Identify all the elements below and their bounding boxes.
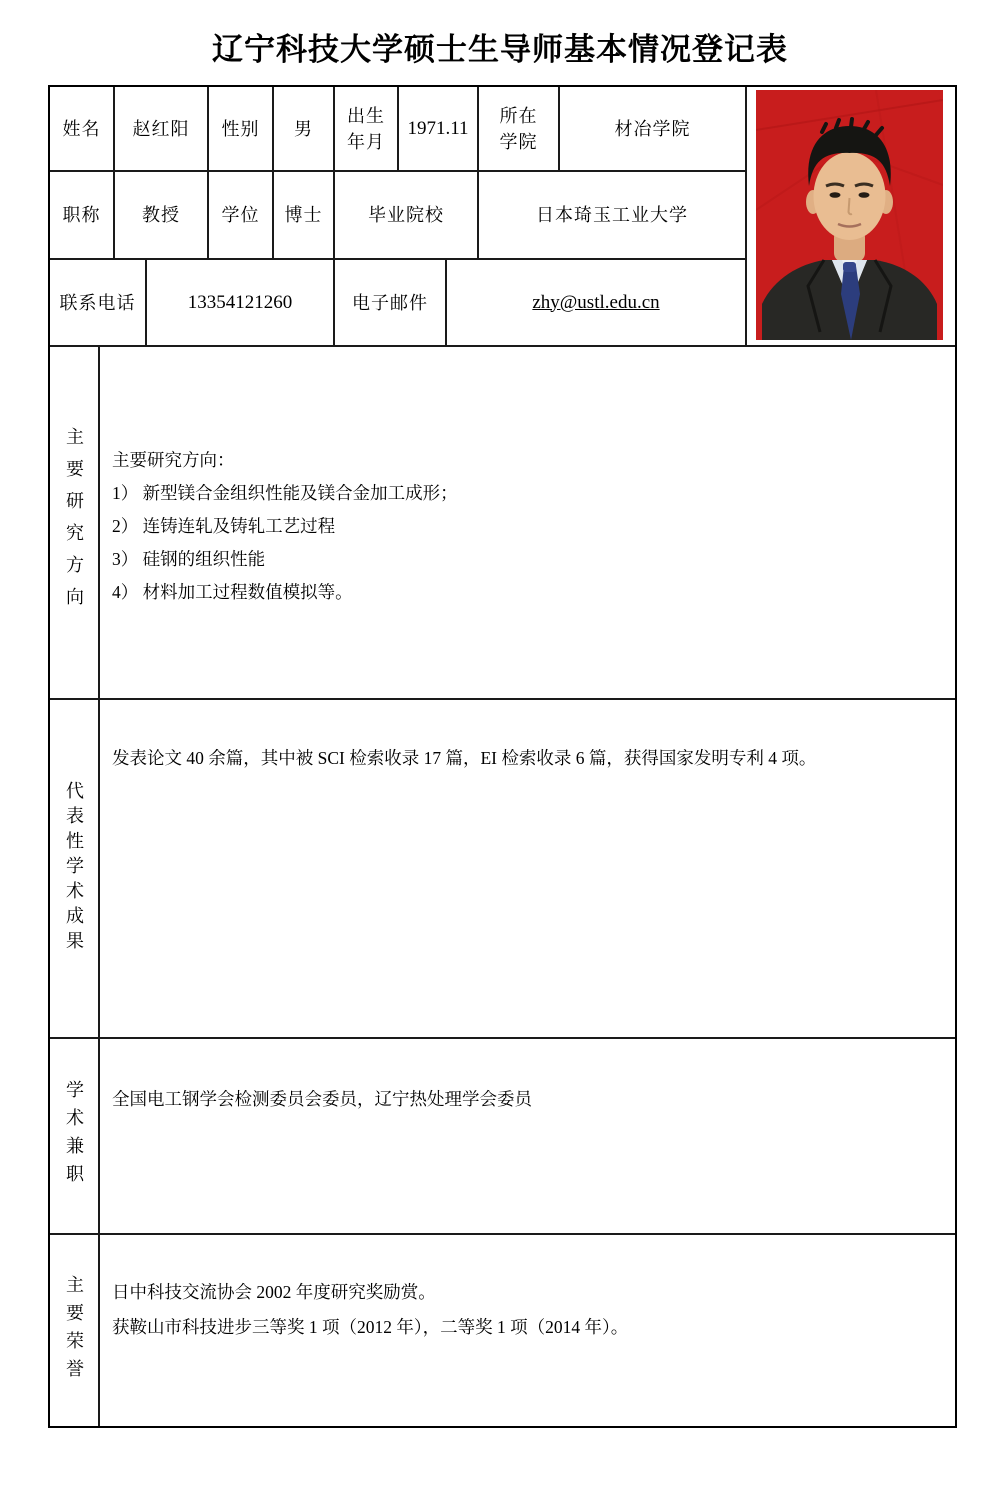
registration-form-table (48, 85, 957, 1428)
birth-label: 出生年月 (335, 87, 399, 170)
content-line: 主要研究方向： (112, 450, 235, 470)
degree-value: 博士 (274, 172, 335, 258)
degree-label: 学位 (209, 172, 274, 258)
email-link[interactable]: zhy@ustl.edu.cn (532, 291, 660, 313)
content-line: 日中科技交流协会 2002 年度研究奖励赏。 (112, 1282, 436, 1302)
section-research-directions (50, 347, 955, 700)
name-value: 赵红阳 (115, 87, 209, 170)
page-title: 辽宁科技大学硕士生导师基本情况登记表 (212, 32, 788, 67)
gender-value: 男 (274, 87, 335, 170)
basic-info-rows (50, 87, 745, 345)
research-directions-label: 主要研究方向 (50, 347, 100, 698)
name-label: 姓名 (50, 87, 115, 170)
phone-value: 13354121260 (147, 260, 335, 345)
section-academic-posts (50, 1039, 955, 1235)
content-line: 2） 连铸连轧及铸轧工艺过程 (112, 516, 336, 536)
job-title-value: 教授 (115, 172, 209, 258)
college-value: 材冶学院 (614, 118, 691, 139)
section-academic-achievements (50, 700, 955, 1039)
content-line: 4） 材料加工过程数值模拟等。 (112, 582, 353, 602)
academic-posts-content (100, 1039, 955, 1233)
table-row (50, 172, 745, 260)
academic-posts-label: 学术兼职 (50, 1039, 100, 1233)
supervisor-photo (756, 90, 943, 340)
content-line: 获鞍山市科技进步三等奖 1 项（2012 年），二等奖 1 项（2014 年）。 (112, 1317, 629, 1337)
main-honors-label: 主要荣誉 (50, 1235, 100, 1426)
content-line: 3） 硅钢的组织性能 (112, 549, 266, 569)
research-directions-content (100, 347, 955, 698)
email-label: 电子邮件 (335, 260, 447, 345)
main-honors-content (100, 1235, 955, 1426)
academic-achievements-label: 代表性学术成果 (50, 700, 100, 1037)
graduate-school-value: 日本琦玉工业大学 (536, 205, 688, 225)
birth-value: 1971.11 (399, 87, 479, 170)
basic-info-block (50, 87, 955, 347)
gender-label: 性别 (209, 87, 274, 170)
photo-cell (745, 87, 955, 345)
table-row (50, 260, 745, 345)
table-row (50, 87, 745, 172)
section-main-honors (50, 1235, 955, 1426)
email-value-cell (447, 260, 745, 345)
college-label: 所在学院 (479, 87, 560, 170)
content-line: 全国电工钢学会检测委员会委员，辽宁热处理学会委员 (112, 1089, 532, 1109)
graduate-school-label: 毕业院校 (335, 172, 479, 258)
phone-label: 联系电话 (50, 260, 147, 345)
job-title-label: 职称 (50, 172, 115, 258)
academic-achievements-content (100, 700, 955, 1037)
content-line: 1） 新型镁合金组织性能及镁合金加工成形； (112, 483, 458, 503)
content-line: 发表论文 40 余篇，其中被 SCI 检索收录 17 篇，EI 检索收录 6 篇，获得国家发明专利 4 项。 (112, 748, 817, 768)
